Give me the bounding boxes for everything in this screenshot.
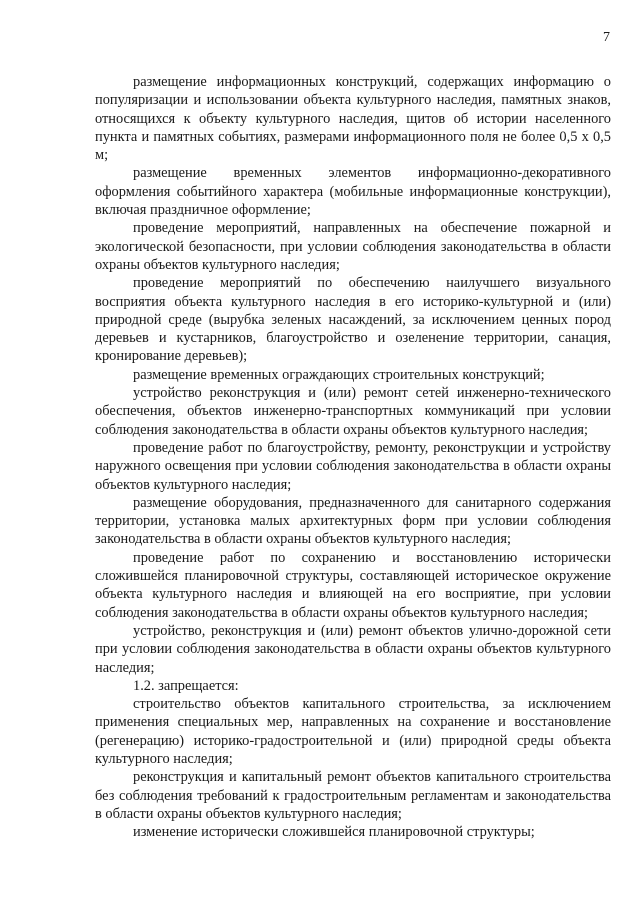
paragraph: изменение исторически сложившейся планировочной структуры; xyxy=(133,824,535,841)
paragraph: размещение оборудования, предназначенного для санитарного содержания территории, установка малых архитектурных форм при условии соблюдения законодательства в области охраны объектов культурного наследия; xyxy=(95,494,611,548)
paragraph: реконструкция и капитальный ремонт объектов капитального строительства без соблюдения требований к градостроительным регламентам и законодательства в области охраны объектов культурного наследия; xyxy=(95,769,611,822)
page-number: 7 xyxy=(603,30,610,45)
paragraph: строительство объектов капитального строительства, за исключением применения специальных мер, направленных на сохранение и восстановление (регенерацию) историко-градостроительной и (или) природной среды объекта культурного наследия; xyxy=(95,696,611,767)
document-body xyxy=(95,73,611,841)
paragraph: размещение временных элементов информационно-декоративного оформления событийного характера (мобильные информационные конструкции), включая праздничное оформление; xyxy=(95,165,611,219)
paragraph: проведение мероприятий, направленных на обеспечение пожарной и экологической безопасности, при условии соблюдения законодательства в области охраны объектов культурного наследия; xyxy=(95,220,611,273)
paragraph: проведение работ по благоустройству, ремонту, реконструкции и устройству наружного освещения при условии соблюдения законодательства в области охраны объектов культурного наследия; xyxy=(95,439,611,493)
section-subheading: 1.2. запрещается: xyxy=(133,677,239,694)
paragraph: устройство реконструкция и (или) ремонт сетей инженерно-технического обеспечения, объектов инженерно-транспортных коммуникаций при условии соблюдения законодательства в области охраны объектов культурного наследия; xyxy=(95,385,611,438)
paragraph: устройство, реконструкция и (или) ремонт объектов улично-дорожной сети при условии соблюдения законодательства в области охраны объектов культурного наследия; xyxy=(95,622,611,676)
paragraph: проведение работ по сохранению и восстановлению исторически сложившейся планировочной структуры, составляющей историческое окружение объекта культурного наследия и влияющей на его восприятие, при условии соблюдения законодательства в области охраны объектов культурного наследия; xyxy=(95,549,611,621)
paragraph: размещение информационных конструкций, содержащих информацию о популяризации и использовании объекта культурного наследия, памятных знаков, относящихся к объекту культурного наследия, щитов об истории населенного пункта и памятных событиях, размерами информационного поля не более 0,5 х 0,5 м; xyxy=(95,74,611,164)
paragraph: размещение временных ограждающих строительных конструкций; xyxy=(133,366,545,383)
paragraph: проведение мероприятий по обеспечению наилучшего визуального восприятия объекта культурного наследия в его историко-культурной и (или) природной среде (вырубка зеленых насаждений, за исключением ценных пород деревьев и кустарников, благоустройство и озеленение территории, санация, кронирование деревьев); xyxy=(95,275,611,365)
